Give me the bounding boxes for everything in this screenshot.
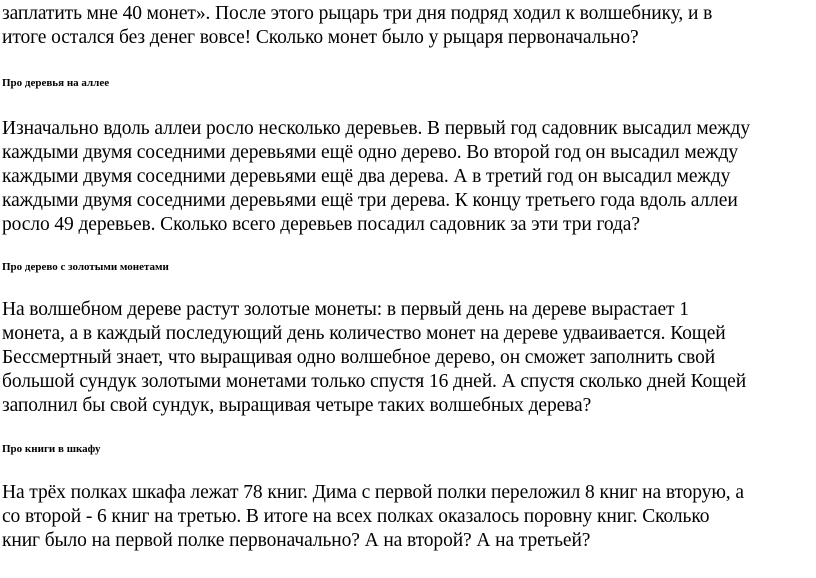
intro-paragraph	[2, 2, 812, 50]
text-line: каждыми двумя соседними деревьями ещё два дерева. А в третий год он высадил между	[2, 166, 731, 187]
paragraph-books	[2, 481, 812, 553]
paragraph-gold-tree	[2, 298, 812, 418]
section-heading-trees: Про деревья на аллее	[2, 77, 110, 89]
text-line: итоге остался без денег вовсе! Сколько монет было у рыцаря первоначально?	[2, 27, 639, 48]
paragraph-trees	[2, 117, 812, 237]
text-line: монета, а в каждый последующий день количество монет на дереве удваивается. Кощей	[2, 323, 726, 344]
text-line: заполнил бы свой сундук, выращивая четыре таких волшебных дерева?	[2, 395, 592, 416]
section-heading-gold-tree: Про дерево с золотыми монетами	[2, 261, 169, 273]
text-line: каждыми двумя соседними деревьями ещё три дерева. К концу третьего года вдоль аллеи	[2, 190, 738, 211]
text-line: Бессмертный знает, что выращивая одно волшебное дерево, он сможет заполнить свой	[2, 347, 716, 368]
text-line: со второй - 6 книг на третью. В итоге на всех полках оказалось поровну книг. Сколько	[2, 506, 710, 527]
text-line: На волшебном дереве растут золотые монеты: в первый день на дереве вырастает 1	[2, 299, 689, 320]
text-line: каждыми двумя соседними деревьями ещё одно дерево. Во второй год он высадил между	[2, 142, 738, 163]
text-line: На трёх полках шкафа лежат 78 книг. Дима с первой полки переложил 8 книг на вторую, а	[2, 482, 744, 503]
section-heading-books: Про книги в шкафу	[2, 443, 101, 455]
text-line: заплатить мне 40 монет». После этого рыцарь три дня подряд ходил к волшебнику, и в	[2, 3, 713, 24]
text-line: Изначально вдоль аллеи росло несколько деревьев. В первый год садовник высадил между	[2, 118, 750, 139]
text-line: росло 49 деревьев. Сколько всего деревьев посадил садовник за эти три года?	[2, 214, 640, 235]
text-line: большой сундук золотыми монетами только спустя 16 дней. А спустя сколько дней Кощей	[2, 371, 747, 392]
text-line: книг было на первой полке первоначально? А на второй? А на третьей?	[2, 530, 591, 551]
